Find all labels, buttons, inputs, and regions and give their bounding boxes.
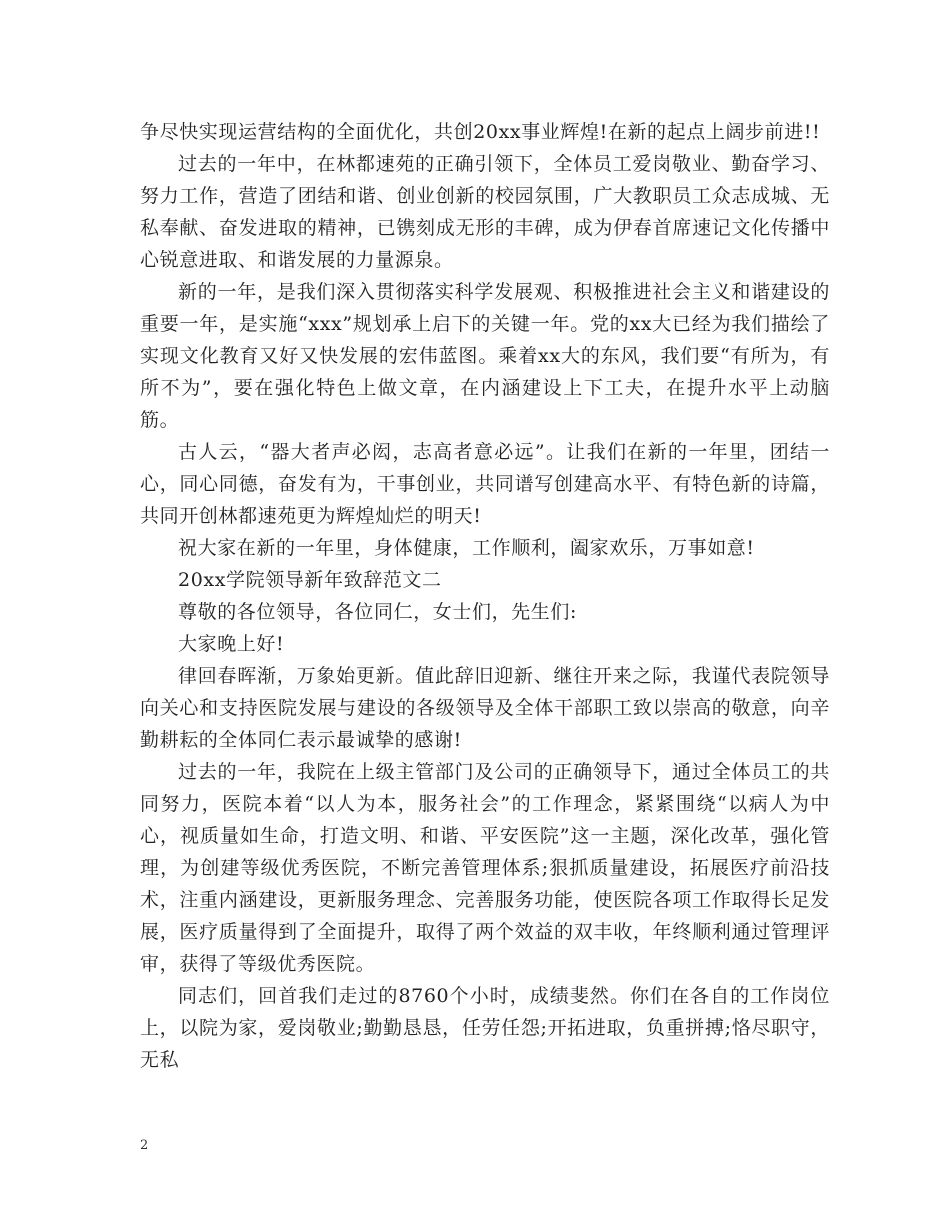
page-number: 2 — [140, 1138, 149, 1153]
paragraph: 同志们，回首我们走过的8760个小时，成绩斐然。你们在各自的工作岗位上，以院为家，爱岗敬业;勤勤恳恳，任劳任怨;开拓进取，负重拼搏;恪尽职守，无私 — [140, 985, 830, 1071]
document-body — [140, 116, 830, 1076]
paragraph: 祝大家在新的一年里，身体健康，工作顺利，阖家欢乐，万事如意! — [178, 537, 755, 559]
paragraph: 律回春晖渐，万象始更新。值此辞旧迎新、继往开来之际，我谨代表院领导向关心和支持医院发展与建设的各级领导及全体干部职工致以崇高的敬意，向辛勤耕耘的全体同仁表示最诚挚的感谢! — [140, 665, 830, 751]
paragraph: 过去的一年中，在林都速苑的正确引领下，全体员工爱岗敬业、勤奋学习、努力工作，营造了团结和谐、创业创新的校园氛围，广大教职员工众志成城、无私奉献、奋发进取的精神，已镌刻成无形的丰碑，成为伊春首席速记文化传播中心锐意进取、和谐发展的力量源泉。 — [140, 153, 830, 271]
paragraph-continued: 争尽快实现运营结构的全面优化，共创20xx事业辉煌!在新的起点上阔步前进!! — [140, 121, 821, 143]
section-title: 20xx学院领导新年致辞范文二 — [178, 569, 442, 591]
paragraph: 过去的一年，我院在上级主管部门及公司的正确领导下，通过全体员工的共同努力，医院本着“以人为本，服务社会”的工作理念，紧紧围绕“以病人为中心，视质量如生命，打造文明、和谐、平安医院”这一主题，深化改革，强化管理，为创建等级优秀医院，不断完善管理体系;狠抓质量建设，拓展医疗前沿技术，注重内涵建设，更新服务理念、完善服务功能，使医院各项工作取得长足发展，医疗质量得到了全面提升，取得了两个效益的双丰收，年终顺利通过管理评审，获得了等级优秀医院。 — [140, 761, 830, 975]
paragraph: 新的一年，是我们深入贯彻落实科学发展观、积极推进社会主义和谐建设的重要一年，是实施“xxx”规划承上启下的关键一年。党的xx大已经为我们描绘了实现文化教育又好又快发展的宏伟蓝图。乘着xx大的东风，我们要“有所为，有所不为”，要在强化特色上做文章，在内涵建设上下工夫，在提升水平上动脑筋。 — [140, 281, 830, 431]
greeting: 大家晚上好! — [178, 633, 285, 655]
paragraph: 古人云，“器大者声必闳，志高者意必远”。让我们在新的一年里，团结一心，同心同德，奋发有为，干事创业，共同谱写创建高水平、有特色新的诗篇，共同开创林都速苑更为辉煌灿烂的明天! — [140, 441, 830, 527]
salutation: 尊敬的各位领导，各位同仁，女士们，先生们: — [178, 601, 578, 623]
